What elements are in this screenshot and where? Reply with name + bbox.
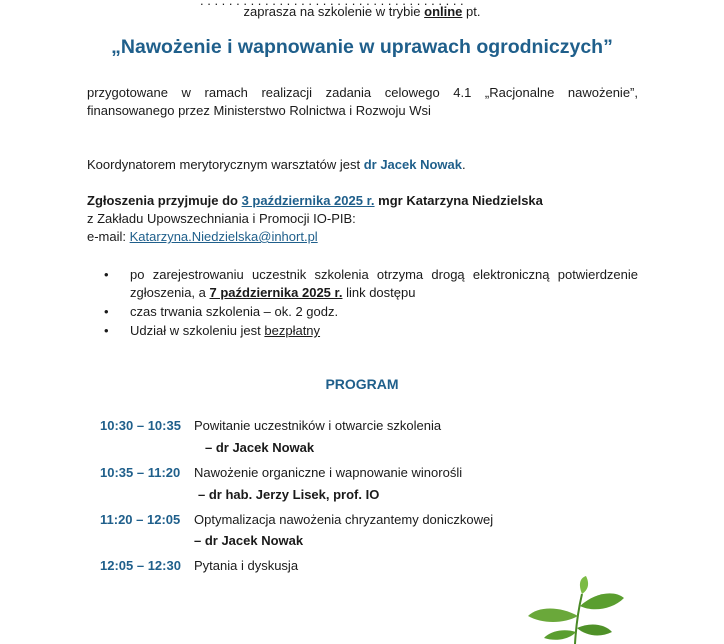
program-title: Pytania i dyskusja (194, 558, 299, 573)
bullet-text-end: link dostępu (342, 285, 416, 300)
cut-off-text-line: . . . . . . . . . . . . . . . . . . . . . . . . . . . . . . . . . . . . . (200, 0, 464, 8)
program-title: Nawożenie organiczne i wapnowanie winorośli (194, 465, 463, 480)
program-heading: PROGRAM (325, 376, 399, 392)
intro-online: online (424, 4, 463, 19)
coordinator-suffix: . (461, 157, 466, 172)
bullet-item (104, 266, 638, 302)
registration-person: mgr Katarzyna Niedzielska (374, 193, 543, 208)
program-speaker: – dr Jacek Nowak (205, 440, 315, 455)
intro-suffix: pt. (462, 4, 481, 19)
free-label: bezpłatny (264, 323, 321, 338)
coordinator-prefix: Koordynatorem merytorycznym warsztatów jest (87, 157, 364, 172)
program-title: Optymalizacja nawożenia chryzantemy doniczkowej (194, 512, 494, 527)
registration-line (87, 193, 543, 208)
bullet-text: po zarejestrowaniu uczestnik szkolenia otrzyma drogą elektroniczną potwierdzenie zgłoszenia, a (130, 267, 638, 300)
registration-deadline: 3 października 2025 r. (241, 193, 375, 208)
email-line (87, 229, 318, 244)
program-time: 10:35 – 11:20 (100, 465, 181, 480)
bullet-item (104, 322, 638, 340)
intro-prefix: zaprasza na szkolenie w trybie (243, 4, 425, 19)
program-speaker: – dr Jacek Nowak (194, 533, 304, 548)
program-speaker: – dr hab. Jerzy Lisek, prof. IO (198, 487, 380, 502)
email-label: e-mail: (87, 229, 130, 244)
registration-prefix: Zgłoszenia przyjmuje do (87, 193, 242, 208)
program-time: 11:20 – 12:05 (100, 512, 181, 527)
email-link[interactable]: Katarzyna.Niedzielska@inhort.pl (129, 229, 318, 244)
bullet-item (104, 303, 638, 321)
program-time: 10:30 – 10:35 (100, 418, 181, 433)
info-bullet-list (104, 266, 638, 341)
bullet-text: Udział w szkoleniu jest (130, 323, 265, 338)
bullet-icon: • (104, 323, 109, 338)
access-date: 7 października 2025 r. (209, 285, 343, 300)
registration-dept: z Zakładu Upowszechniania i Promocji IO-PIB: (87, 211, 356, 226)
coordinator-line (87, 157, 466, 172)
page-title: „Nawożenie i wapnowanie w uprawach ogrodniczych” (111, 36, 613, 58)
coordinator-name: dr Jacek Nowak (363, 157, 462, 172)
bullet-icon: • (104, 267, 109, 282)
plant-icon (520, 576, 630, 644)
intro-line (0, 4, 724, 19)
bullet-icon: • (104, 304, 109, 319)
program-title: Powitanie uczestników i otwarcie szkolenia (194, 418, 442, 433)
bullet-text: czas trwania szkolenia – ok. 2 godz. (130, 304, 339, 319)
program-time: 12:05 – 12:30 (100, 558, 181, 573)
description-paragraph: przygotowane w ramach realizacji zadania celowego 4.1 „Racjonalne nawożenie”, finansowanego przez Ministerstwo Rolnictwa i Rozwoju Wsi (87, 85, 638, 118)
